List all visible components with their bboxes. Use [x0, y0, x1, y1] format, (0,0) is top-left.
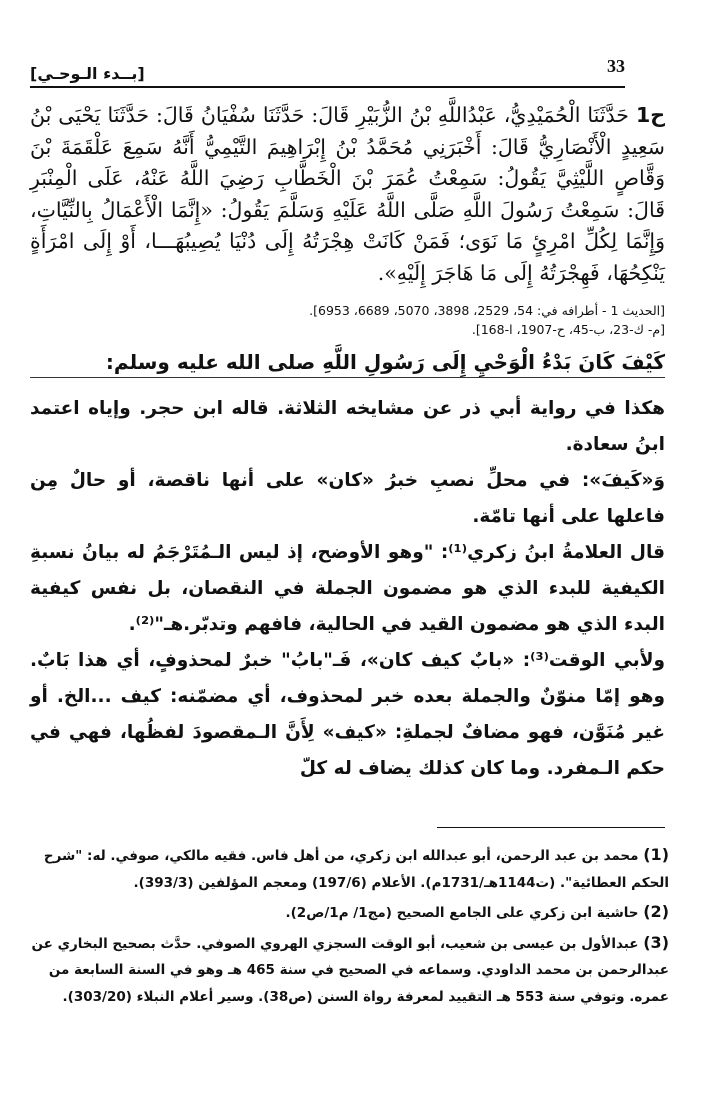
footnote-2	[30, 899, 669, 927]
hadith-marker: ح1	[635, 103, 665, 127]
footnote-1	[30, 842, 669, 896]
footnote-text: عبدالأول بن عيسى بن شعيب، أبو الوقت السجزي الهروي الصوفي. حدَّث بصحيح البخاري عن عبدالرحمن بن محمد الداودي. وسماعه في الصحيح في سنة 465 هـ وهو في السنة السابعة من عمره. وتوفي سنة 553 هـ التقييد لمعرفة رواة السنن (ص38). وسير أعلام النبلاء (303/20).	[31, 935, 669, 1005]
running-title: [بــدء الـوحـي]	[30, 64, 145, 83]
hadith-body: حَدَّثَنَا الْحُمَيْدِيُّ، عَبْدُاللَّهِ بْنُ الزُّبَيْرِ قَالَ: حَدَّثَنَا سُفْيَانُ قَالَ: حَدَّثَنَا يَحْيَى بْنُ سَعِيدٍ الْأَنْصَارِيُّ قَالَ: أَخْبَرَنِي مُحَمَّدُ بْنُ إِبْرَاهِيمَ التَّيْمِيُّ أَنَّهُ سَمِعَ عَلْقَمَةَ بْنَ وَقَّاصٍ اللَّيْثِيَّ يَقُولُ: سَمِعْتُ عُمَرَ بْنَ الْخَطَّابِ رَضِيَ اللَّهُ عَنْهُ، عَلَى الْمِنْبَرِ قَالَ: سَمِعْتُ رَسُولَ اللَّهِ صَلَّى اللَّهُ عَلَيْهِ وَسَلَّمَ يَقُولُ: «إِنَّمَا الْأَعْمَالُ بِالنِّيَّاتِ، وَإِنَّمَا لِكُلِّ امْرِئٍ مَا نَوَى؛ فَمَنْ كَانَتْ هِجْرَتُهُ إِلَى دُنْيَا يُصِيبُهَـــا، أَوْ إِلَى امْرَأَةٍ يَنْكِحُهَا، فَهِجْرَتُهُ إِلَى مَا هَاجَرَ إِلَيْهِ».	[30, 103, 665, 285]
page-number: 33	[607, 56, 625, 76]
commentary-paragraph-2: وَ«كَيفَ»: في محلِّ نصبِ خبرُ «كان» على أنها ناقصة، أو حالٌ مِن فاعلها على أنها تامّة.	[30, 470, 665, 527]
footnote-3	[30, 930, 669, 1011]
hadith-references	[30, 301, 665, 339]
commentary	[30, 391, 665, 787]
footnote-text: حاشية ابن زكري على الجامع الصحيح (مج1/ م1/ص2).	[285, 905, 639, 921]
commentary-paragraph-1: هكذا في رواية أبي ذر عن مشايخه الثلاثة. قاله ابن حجر. وإياه اعتمد ابنُ سعادة.	[30, 398, 665, 455]
reference-line-1: [الحديث 1 - أطرافه في: 54، 2529، 3898، 5070، 6689، 6953].	[309, 303, 665, 318]
page-header	[30, 56, 625, 86]
footnote-separator	[437, 827, 665, 828]
footnotes	[30, 842, 669, 1013]
commentary-paragraph-4: ولأبي الوقت⁽³⁾: «بابٌ كيف كان»، فَـ"بابُ" خبرٌ لمحذوفٍ، أي هذا بَابٌ. وهو إمّا منوّنٌ والجملة بعده خبر لمحذوف، أي مضمّنه: كيف ...الخ. أو غير مُنَوَّن، فهو مضافٌ لجملةِ: «كيف» لِأَنَّ الـمقصودَ لفظُها، فهي في حكم الـمفرد. وما كان كذلك يضاف له كلّ	[30, 650, 665, 779]
hadith-text	[30, 100, 665, 289]
header-rule	[30, 86, 625, 88]
footnote-number: (2)	[643, 902, 669, 921]
footnote-number: (1)	[643, 845, 669, 864]
commentary-paragraph-3: قال العلامةُ ابنُ زكري⁽¹⁾: "وهو الأوضح، إذ ليس الـمُتَرْجَمُ له بيانُ نسبةِ الكيفية للبدء الذي هو مضمون الجملة في النقصان، بل نفس كيفية البدء الذي هو مضمون القيد في الحالية، فافهم وتدبّر.هـ"⁽²⁾.	[30, 542, 666, 635]
footnote-number: (3)	[643, 932, 669, 952]
reference-line-2: [م- ك-23، ب-45، ح-1907، ا-168].	[471, 322, 665, 337]
section-heading: كَيْفَ كَانَ بَدْءُ الْوَحْيِ إِلَى رَسُولِ اللَّهِ صلى الله عليه وسلم:	[30, 347, 665, 378]
footnote-text: محمد بن عبد الرحمن، أبو عبدالله ابن زكري، من أهل فاس. فقيه مالكي، صوفي. له: "شرح الحكم العطائية". (ت1144هـ/1731م). الأعلام (197/6) ومعجم المؤلفين (393/3).	[43, 848, 669, 891]
